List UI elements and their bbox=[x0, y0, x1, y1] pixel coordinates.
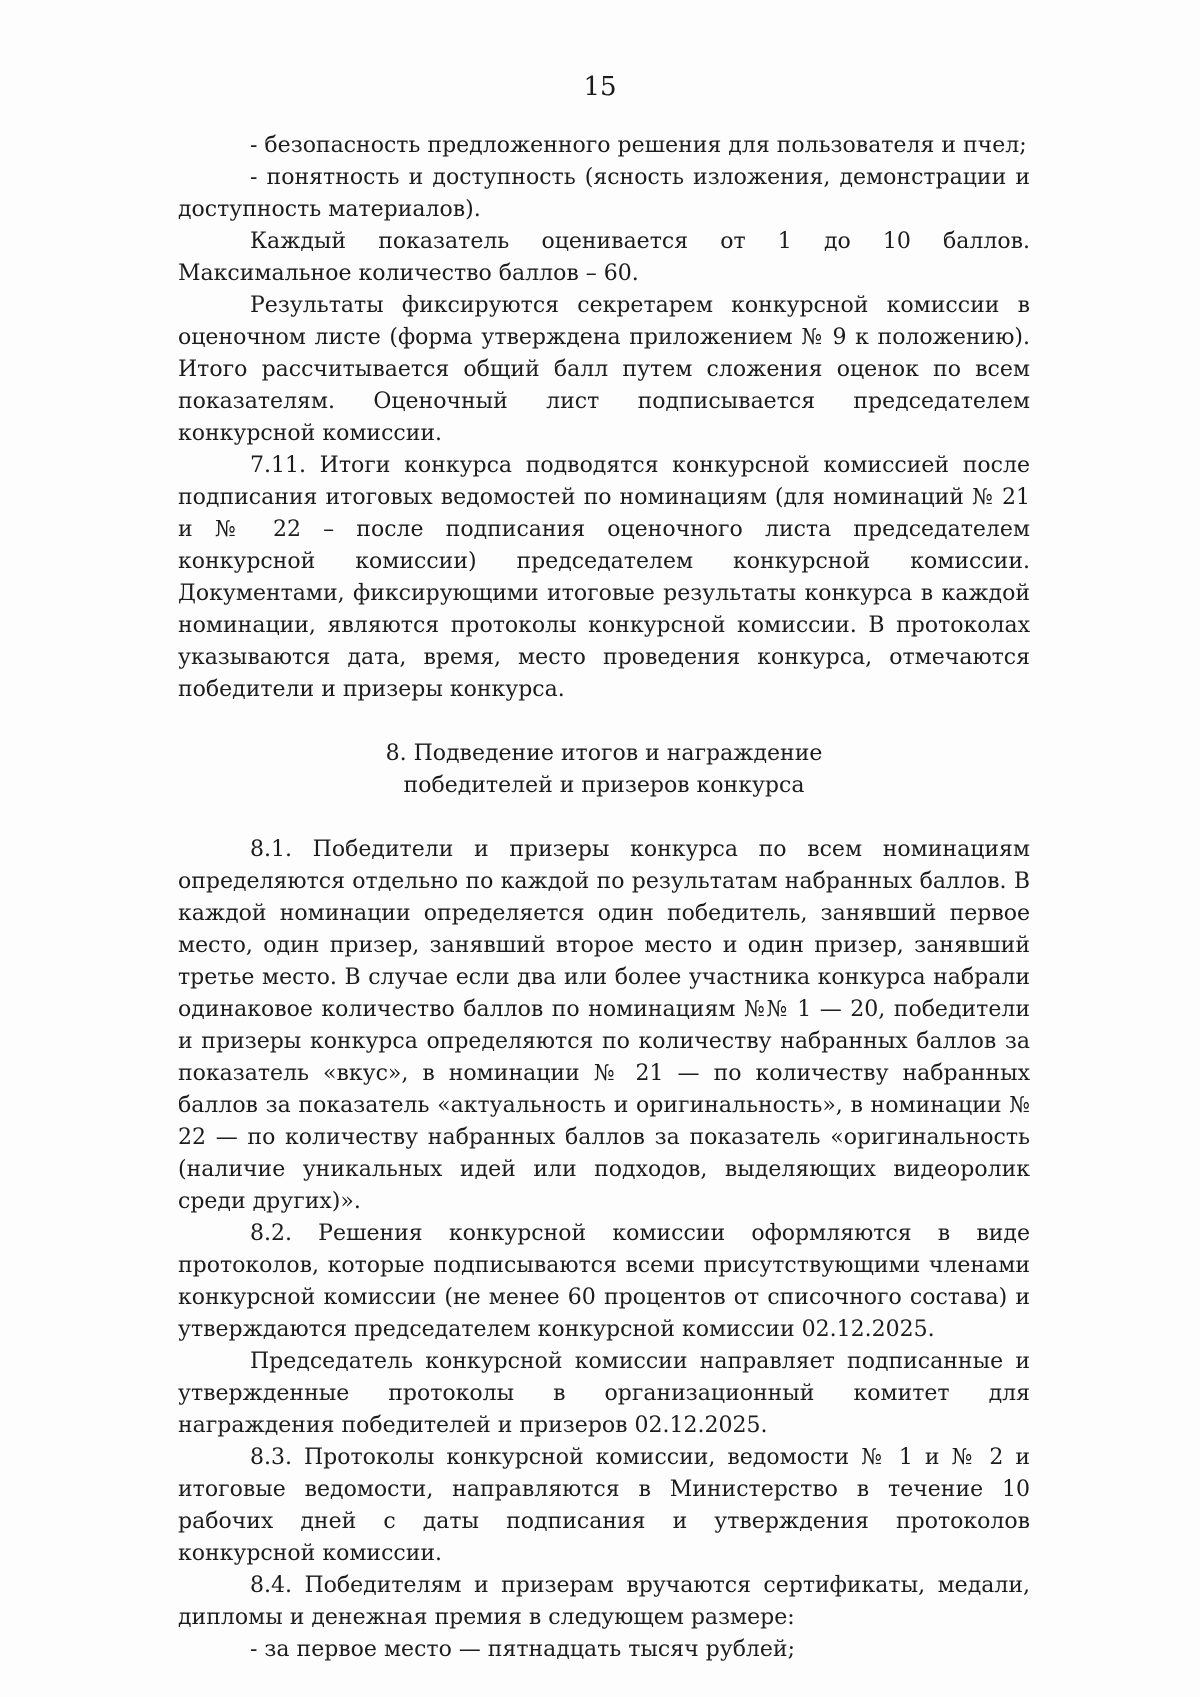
section-heading-line2: победителей и призеров конкурса bbox=[403, 773, 805, 798]
list-item-safety: - безопасность предложенного решения для пользователя и пчел; bbox=[250, 133, 1027, 158]
paragraph-results: Результаты фиксируются секретарем конкурсной комиссии в оценочном листе (форма утверждена приложением № 9 к положению). Итого рассчитывается общий балл путем сложения оценок по всем показателям. Оценочный лист подписывается председателем конкурсной комиссии. bbox=[178, 293, 1030, 446]
paragraph-8-2: 8.2. Решения конкурсной комиссии оформляются в виде протоколов, которые подписываются всеми присутствующими членами конкурсной комиссии (не менее 60 процентов от списочного состава) и утверждаются председателем конкурсной комиссии 02.12.2025. bbox=[178, 1221, 1030, 1342]
list-item-clarity: - понятность и доступность (ясность изложения, демонстрации и доступность материалов). bbox=[178, 165, 1030, 222]
section-heading bbox=[178, 738, 1030, 802]
list-item-first-place: - за первое место — пятнадцать тысяч рублей; bbox=[250, 1637, 796, 1662]
paragraph-8-3: 8.3. Протоколы конкурсной комиссии, ведомости № 1 и № 2 и итоговые ведомости, направляются в Министерство в течение 10 рабочих дней с даты подписания и утверждения протоколов конкурсной комиссии. bbox=[178, 1445, 1030, 1566]
paragraph-7-11: 7.11. Итоги конкурса подводятся конкурсной комиссией после подписания итоговых ведомостей по номинациям (для номинаций № 21 и № 22 – после подписания оценочного листа председателем конкурсной комиссии) председателем конкурсной комиссии. Документами, фиксирующими итоговые результаты конкурса в каждой номинации, являются протоколы конкурсной комиссии. В протоколах указываются дата, время, место проведения конкурса, отмечаются победители и призеры конкурса. bbox=[178, 453, 1030, 702]
paragraph-8-4: 8.4. Победителям и призерам вручаются сертификаты, медали, дипломы и денежная премия в следующем размере: bbox=[178, 1573, 1030, 1630]
page-number: 15 bbox=[583, 72, 617, 102]
paragraph-8-1: 8.1. Победители и призеры конкурса по всем номинациям определяются отдельно по каждой по результатам набранных баллов. В каждой номинации определяется один победитель, занявший первое место, один призер, занявший второе место и один призер, занявший третье место. В случае если два или более участника конкурса набрали одинаковое количество баллов по номинациям №№ 1 — 20, победители и призеры конкурса определяются по количеству набранных баллов за показатель «вкус», в номинации № 21 — по количеству набранных баллов за показатель «актуальность и оригинальность», в номинации № 22 — по количеству набранных баллов за показатель «оригинальность (наличие уникальных идей или подходов, выделяющих видеоролик среди других)». bbox=[178, 837, 1030, 1214]
paragraph-chairman: Председатель конкурсной комиссии направляет подписанные и утвержденные протоколы в организационный комитет для награждения победителей и призеров 02.12.2025. bbox=[178, 1349, 1030, 1438]
section-heading-line1: 8. Подведение итогов и награждение bbox=[385, 741, 823, 766]
document-body bbox=[178, 130, 1030, 1666]
paragraph-scoring: Каждый показатель оценивается от 1 до 10 баллов. Максимальное количество баллов – 60. bbox=[178, 229, 1030, 286]
